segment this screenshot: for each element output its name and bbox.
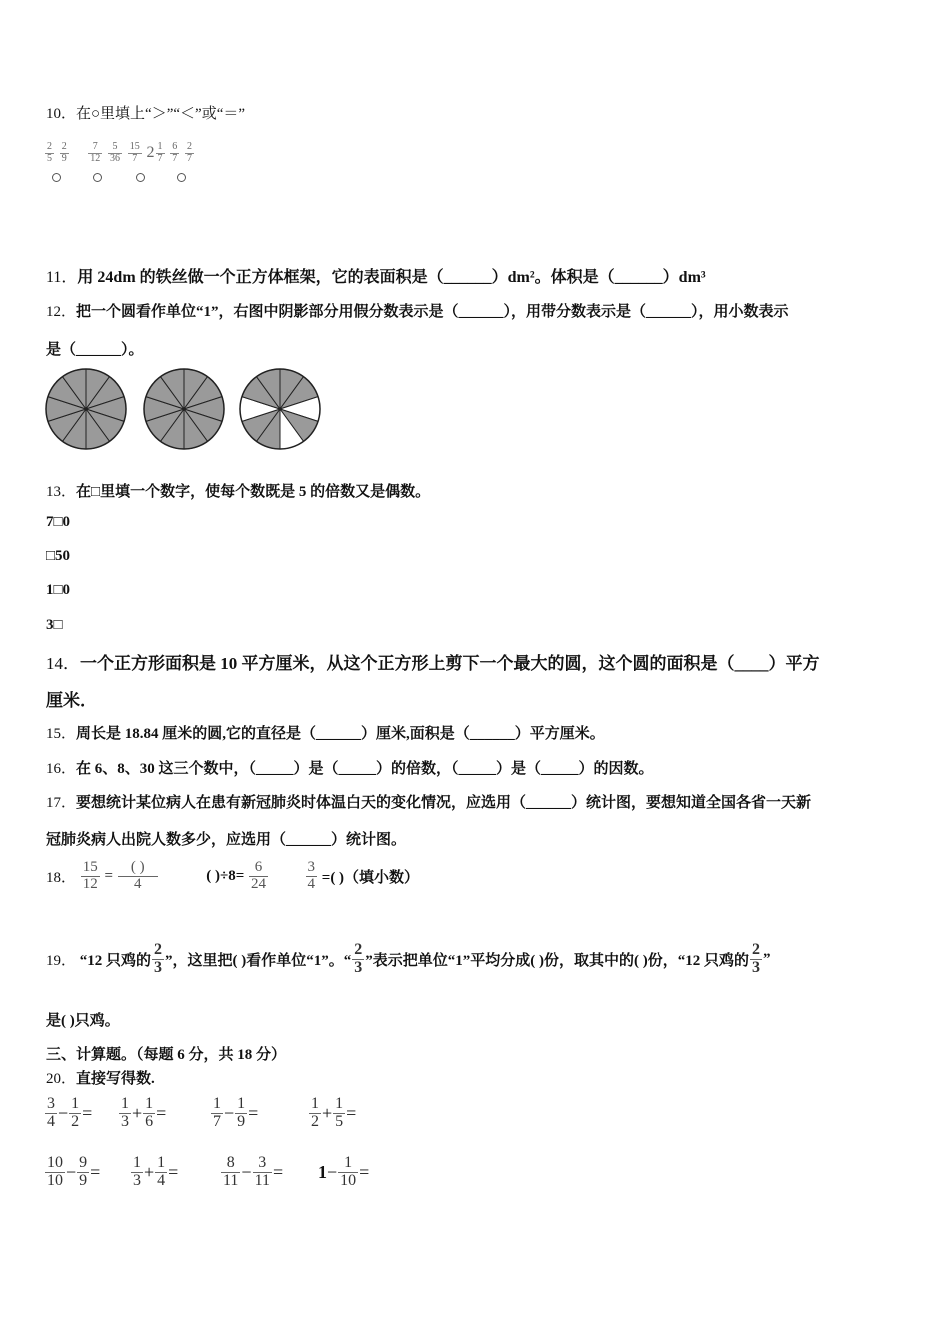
compare-circle-2[interactable] bbox=[93, 173, 102, 182]
q18-frac: $\frac{( )}{4}$ bbox=[118, 860, 158, 893]
q20-expr: $\frac{1}{2}$ + $\frac{1}{5}$ = bbox=[311, 1095, 357, 1130]
q18: 18． $\frac{15}{12}$ = $\frac{( )}{4}$ ( )÷8= $\frac{6}{24}$ $\frac{3}{4}$ =( )（填小数） bbox=[46, 859, 420, 892]
q19-line1: 19． “12 只鸡的 $\frac{2}{3}$ ”，这里把( )看作单位“1”。“ $\frac{2}{3}$ ”表示把单位“1”平均分成( )份，取其中的( )份，“12 只鸡的 $\frac{2}{3}$ ” bbox=[46, 941, 771, 976]
q20-title: 20．直接写得数. bbox=[46, 1071, 155, 1087]
q14-line1: 14．一个正方形面积是 10 平方厘米，从这个正方形上剪下一个最大的圆，这个圆的面积是（____）平方 bbox=[46, 654, 820, 673]
section-3-heading: 三、计算题。（每题 6 分，共 18 分） bbox=[46, 1047, 287, 1063]
q20-expr: $\frac{3}{4}$ − $\frac{1}{2}$ = bbox=[47, 1095, 93, 1130]
q10-title: 10．在○里填上“＞”“＜”或“＝” bbox=[46, 106, 246, 122]
q19-frac: $\frac{2}{3}$ bbox=[752, 941, 761, 976]
fraction: $\frac{1}{3}$ bbox=[121, 1095, 129, 1130]
q10-frac: $\frac{6}{7}$ bbox=[172, 141, 178, 164]
q20-expr: $\frac{10}{10}$ − $\frac{9}{9}$ = bbox=[47, 1154, 101, 1189]
q10-frac: $\frac{7}{12}$ bbox=[90, 141, 101, 164]
fraction: $\frac{1}{3}$ bbox=[133, 1154, 141, 1189]
q17-line2: 冠肺炎病人出院人数多少，应选用（______）统计图。 bbox=[46, 832, 407, 848]
q13-item: 1□0 bbox=[46, 582, 71, 598]
q19-frac: $\frac{2}{3}$ bbox=[354, 941, 363, 976]
fraction: $\frac{1}{4}$ bbox=[157, 1154, 166, 1189]
q10-frac: $\frac{1}{7}$ bbox=[157, 141, 163, 164]
q11: 11．用 24dm 的铁丝做一个正方体框架，它的表面积是（______）dm²。体积是（______）dm³ bbox=[46, 269, 706, 286]
q10-whole: 2 bbox=[146, 144, 155, 161]
fraction: $\frac{1}{9}$ bbox=[237, 1095, 246, 1130]
q20-expr: $\frac{1}{3}$ + $\frac{1}{6}$ = bbox=[121, 1095, 167, 1130]
q19-line2: 是( )只鸡。 bbox=[46, 1013, 120, 1029]
q10-frac: $\frac{2}{7}$ bbox=[187, 141, 192, 164]
q14-line2: 厘米． bbox=[46, 691, 97, 710]
compare-circle-1[interactable] bbox=[52, 173, 61, 182]
q10-frac: $\frac{2}{5}$ bbox=[47, 141, 52, 164]
q15: 15．周长是 18.84 厘米的圆,它的直径是（______）厘米,面积是（______）平方厘米。 bbox=[46, 726, 605, 742]
q10-comparisons bbox=[44, 142, 195, 164]
fraction: $\frac{1}{2}$ bbox=[71, 1095, 80, 1130]
q10-frac: $\frac{5}{36}$ bbox=[110, 141, 120, 164]
fraction: $\frac{8}{11}$ bbox=[223, 1154, 239, 1189]
compare-circle-4[interactable] bbox=[177, 173, 186, 182]
q18-frac: $\frac{3}{4}$ bbox=[307, 859, 316, 892]
q20-expr: $\frac{8}{11}$ − $\frac{3}{11}$ = bbox=[223, 1154, 284, 1189]
q12-line2: 是（______）。 bbox=[46, 342, 144, 358]
q13-item: 3□ bbox=[46, 617, 63, 633]
fraction: $\frac{3}{4}$ bbox=[47, 1095, 55, 1130]
q18-frac: $\frac{15}{12}$ bbox=[82, 859, 98, 892]
q10-frac: $\frac{15}{7}$ bbox=[129, 141, 140, 164]
q20-expr: 1− $\frac{1}{10}$ = bbox=[318, 1154, 370, 1189]
fraction: $\frac{1}{10}$ bbox=[340, 1154, 357, 1189]
q20-expr: $\frac{1}{3}$ + $\frac{1}{4}$ = bbox=[133, 1154, 179, 1189]
q20-expr: $\frac{1}{7}$ − $\frac{1}{9}$ = bbox=[213, 1095, 259, 1130]
fraction: $\frac{1}{2}$ bbox=[311, 1095, 319, 1130]
pie-circle-3 bbox=[238, 367, 322, 451]
q17-line1: 17．要想统计某位病人在患有新冠肺炎时体温白天的变化情况，应选用（______）统计图，要想知道全国各省一天新 bbox=[46, 795, 812, 811]
pie-circle-2 bbox=[142, 367, 226, 451]
fraction: $\frac{1}{7}$ bbox=[213, 1095, 221, 1130]
q13-title: 13．在□里填一个数字，使每个数既是 5 的倍数又是偶数。 bbox=[46, 484, 431, 500]
compare-circle-3[interactable] bbox=[136, 173, 145, 182]
q10-frac: $\frac{2}{9}$ bbox=[61, 141, 67, 164]
q18-frac: $\frac{6}{24}$ bbox=[251, 859, 267, 892]
pie-circle-1 bbox=[44, 367, 128, 451]
q13-item: □50 bbox=[46, 548, 71, 564]
q13-item: 7□0 bbox=[46, 514, 71, 530]
q16: 16．在 6、8、30 这三个数中，（_____）是（_____）的倍数，（_____）是（_____）的因数。 bbox=[46, 761, 654, 777]
q12-line1: 12．把一个圆看作单位“1”，右图中阴影部分用假分数表示是（______），用带分数表示是（______），用小数表示 bbox=[46, 304, 789, 320]
fraction: $\frac{3}{11}$ bbox=[254, 1154, 270, 1189]
fraction: $\frac{9}{9}$ bbox=[79, 1154, 88, 1189]
fraction: $\frac{1}{6}$ bbox=[145, 1095, 154, 1130]
q19-frac: $\frac{2}{3}$ bbox=[154, 941, 163, 976]
fraction: $\frac{1}{5}$ bbox=[335, 1095, 344, 1130]
fraction: $\frac{10}{10}$ bbox=[47, 1154, 63, 1189]
